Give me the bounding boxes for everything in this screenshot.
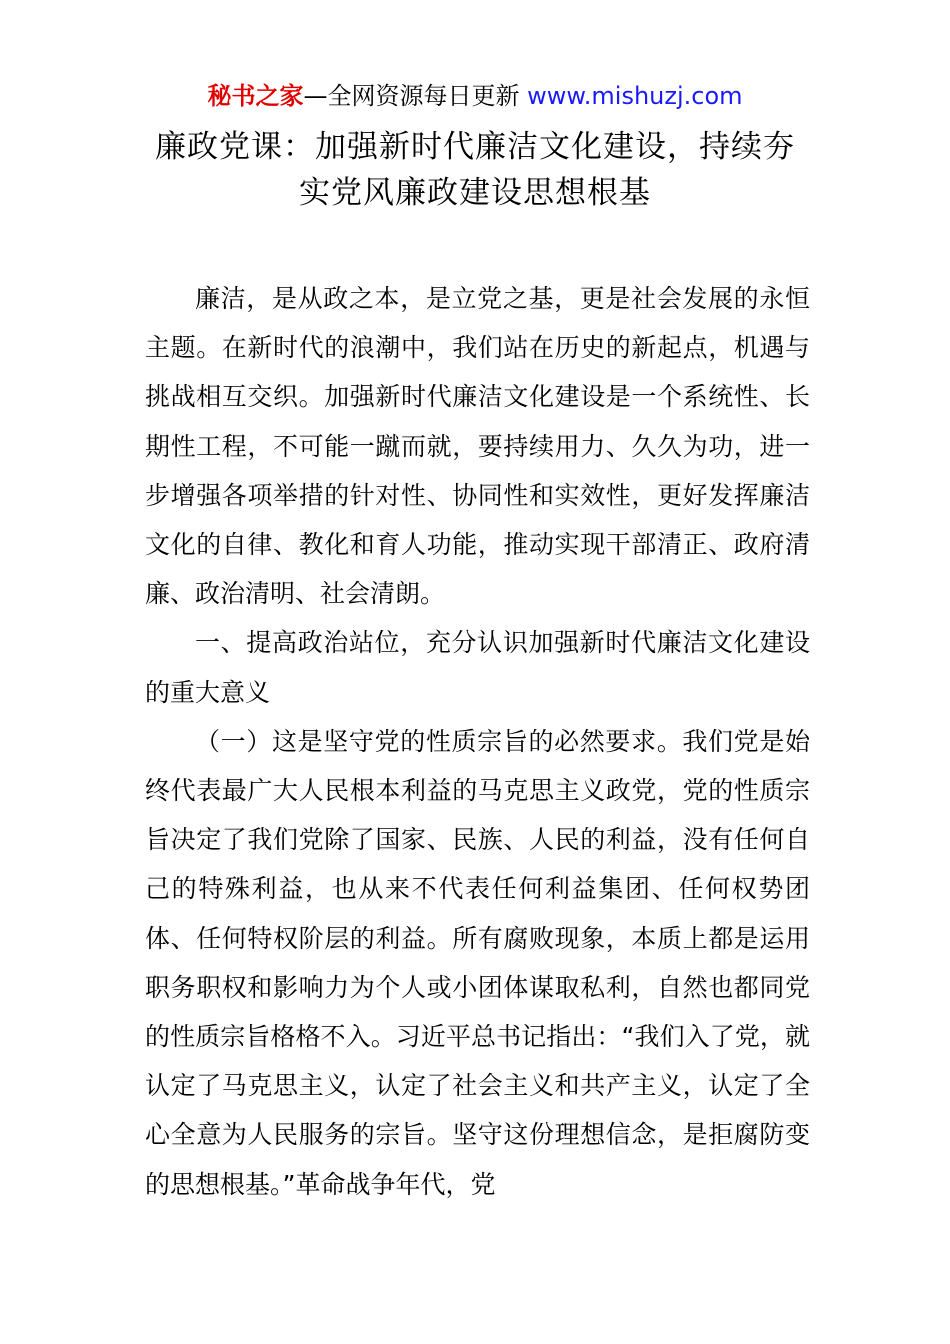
title-line-1: 廉政党课：加强新时代廉洁文化建设，持续夯 [155, 129, 795, 165]
site-url-link[interactable]: www.mishuzj.com [527, 82, 743, 110]
site-header [0, 80, 950, 112]
document-title [100, 124, 850, 216]
section-heading-1: 一、提高政治站位，充分认识加强新时代廉洁文化建设的重大意义 [145, 628, 810, 707]
brand-name: 秘书之家 [207, 82, 304, 110]
paragraph-section-1-1: （一）这是坚守党的性质宗旨的必然要求。我们党是始终代表最广大人民根本利益的马克思主义政党，党的性质宗旨决定了我们党除了国家、民族、人民的利益，没有任何自己的特殊利益，也从来不代表任何利益集团、任何权势团体、任何特权阶层的利益。所有腐败现象，本质上都是运用职务职权和影响力为个人或小团体谋取私利，自然也都同党的性质宗旨格格不入。习近平总书记指出：“我们入了党，就认定了马克思主义，认定了社会主义和共产主义，认定了全心全意为人民服务的宗旨。坚守这份理想信念，是拒腐防变的思想根基。”革命战争年代，党 [145, 726, 810, 1199]
paragraph-intro: 廉洁，是从政之本，是立党之基，更是社会发展的永恒主题。在新时代的浪潮中，我们站在历史的新起点，机遇与挑战相互交织。加强新时代廉洁文化建设是一个系统性、长期性工程，不可能一蹴而就，要持续用力、久久为功，进一步增强各项举措的针对性、协同性和实效性，更好发挥廉洁文化的自律、教化和育人功能，推动实现干部清正、政府清廉、政治清明、社会清朗。 [145, 284, 810, 609]
document-body [145, 274, 810, 1209]
site-tagline: —全网资源每日更新 [303, 82, 528, 110]
title-line-2: 实党风廉政建设思想根基 [299, 175, 651, 211]
